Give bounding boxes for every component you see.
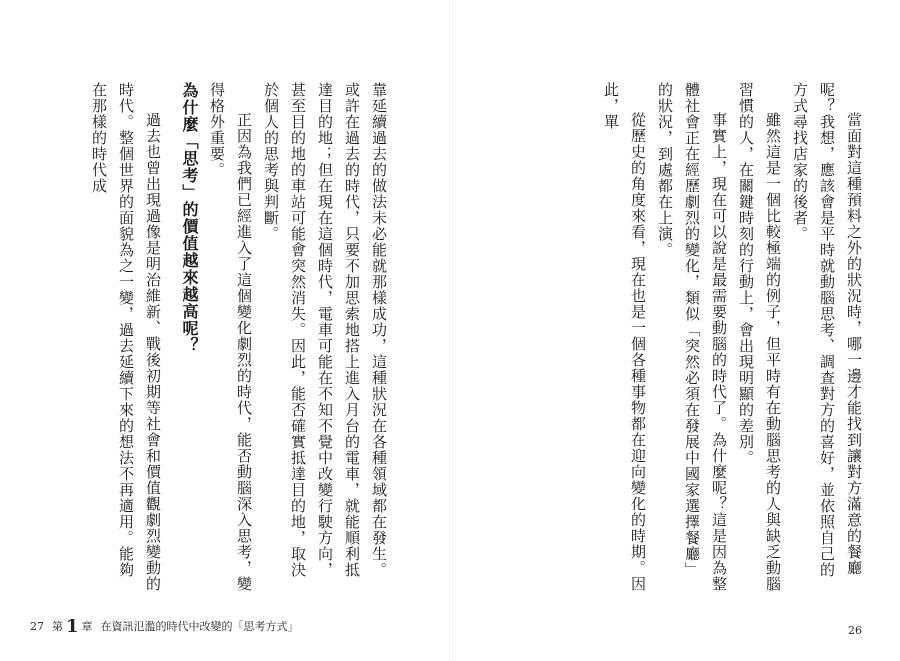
left-page-footer <box>30 616 299 637</box>
right-page-body <box>497 82 867 592</box>
chapter-suffix: 章 <box>81 620 93 633</box>
right-paragraph-2: 雖然這是一個比較極端的例子，但平時有在動腦思考的人與缺乏動腦習慣的人，在關鍵時刻的行動上，會出現明顯的差別。 <box>737 82 782 592</box>
chapter-number: 1 <box>66 616 79 637</box>
right-page-number: 26 <box>848 624 862 637</box>
left-paragraph-1: 靠延續過去的做法未必能就那樣成功，這種狀況在各種領域都在發生。或許在過去的時代，只要不加思索地搭上進入月台的電車，就能順利抵達目的地；但在現在這個時代，電車可能在不知不覺中改變行駛方向，甚至目的地的車站可能會突然消失。因此，能否確實抵達目的地，取決於個人的思考與判斷。 <box>262 82 388 578</box>
right-paragraph-3: 事實上，現在可以說是最需要動腦的時代了。為什麼呢？這是因為整體社會正在經歷劇烈的變化，類似「突然必須在發展中國家選擇餐廳」的狀況，到處都在上演。 <box>656 82 728 592</box>
right-paragraph-1: 當面對這種預料之外的狀況時，哪一邊才能找到讓對方滿意的餐廳呢？我想，應該會是平時就動腦思考、調查對方的喜好，並依照自己的方式尋找店家的後者。 <box>791 82 863 578</box>
left-page-number: 27 <box>30 620 44 633</box>
chapter-title: 在資訊氾濫的時代中改變的「思考方式」 <box>100 620 299 633</box>
section-heading: 為什麼「思考」的價值越來越高呢？ <box>180 82 199 354</box>
left-paragraph-3: 過去也曾出現過像是明治維新、戰後初期等社會和價值觀劇烈變動的時代。整個世界的面貌為之一變，過去延續下來的想法不再適用。能夠在那樣的時代成 <box>90 82 162 592</box>
left-page-body <box>22 82 392 592</box>
left-paragraph-2: 正因為我們已經進入了這個變化劇烈的時代，能否動腦深入思考，變得格外重要。 <box>208 82 253 592</box>
right-paragraph-4: 從歷史的角度來看，現在也是一個各種事物都在迎向變化的時期。因此，單 <box>602 82 647 592</box>
gutter-divider <box>449 0 450 661</box>
chapter-prefix: 第 <box>52 620 63 633</box>
